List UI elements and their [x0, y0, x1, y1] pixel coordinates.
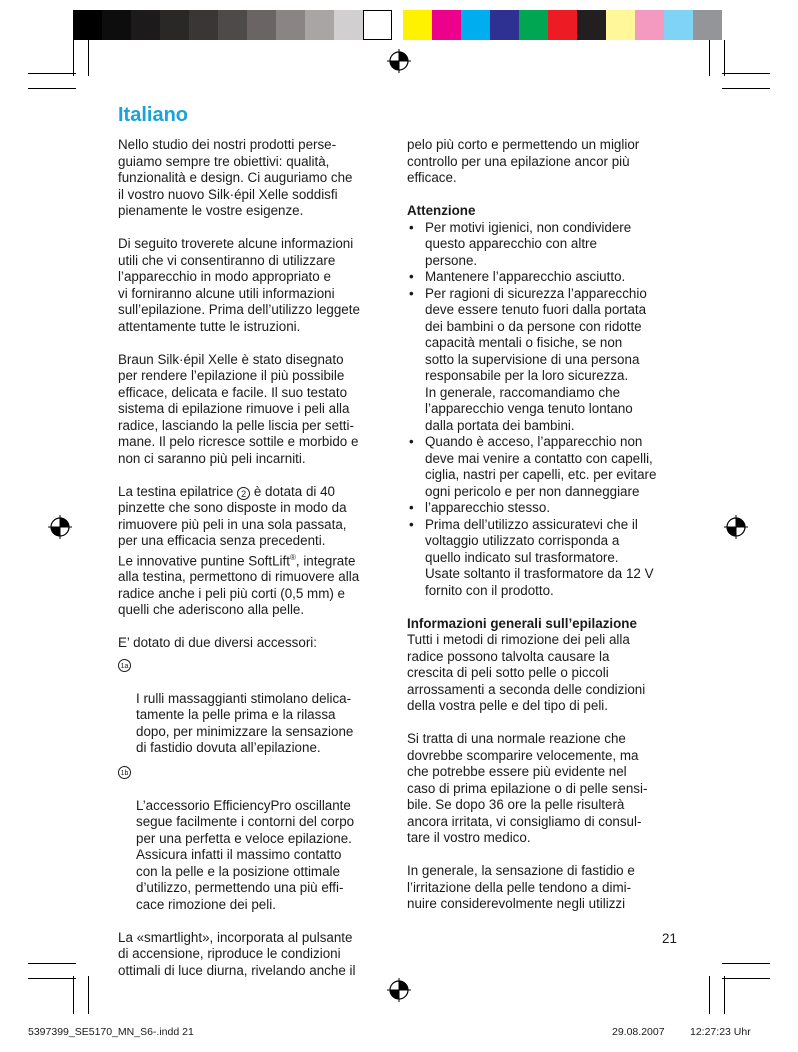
process-swatch — [635, 10, 664, 40]
gray-swatch — [247, 10, 276, 40]
intro-paragraph: Nello studio dei nostri prodotti perse- guiamo sempre tre obiettivi: qualità, funzionalità e design. Ci auguriamo che il vostro nuovo Silk·épil Xelle soddisfi pienamente le vostre esigenze. — [118, 137, 353, 218]
crop-mark — [28, 73, 76, 74]
gray-swatch — [189, 10, 218, 40]
gray-swatch — [305, 10, 334, 40]
design-paragraph: Braun Silk·épil Xelle è stato disegnato per rendere l’epilazione il più possibile efficace, delicata e facile. Il suo testato sistema di epilazione rimuove i peli alla radice, lasciando la pelle liscia per setti- mane. Il pelo ricresce sottile e morbido e non ci saranno più peli incarniti. — [118, 351, 359, 466]
general-end-paragraph: In generale, la sensazione di fastidio e l’irritazione della pelle tendono a dimi- nuire considerevolmente negli utilizzi — [407, 863, 635, 911]
list-item: • Quando è acceso, l’apparecchio non deve mai venire a contatto con capelli, ciglia, nastri per capelli, etc. per evitare ogni pericolo e per non danneggiare — [407, 434, 685, 500]
process-swatch — [490, 10, 519, 40]
info-paragraph: Di seguito troverete alcune informazioni utili che vi consentiranno di utilizzare l’apparecchio in modo appropriato e vi forniranno alcune utili informazioni sull’epilazione. Prima dell’utilizzo leggete attentamente tutte le istruzioni. — [118, 236, 360, 334]
crop-mark — [722, 963, 770, 964]
crop-mark — [724, 40, 725, 76]
head-text-1: La testina epilatrice — [118, 483, 238, 499]
crop-mark — [722, 73, 770, 74]
head-text-2: è dotata di 40 pinzette che sono disposte in modo da rimuovere più peli in una sola passata, per una efficacia senza precedenti. Le innovative puntine SoftLift — [118, 483, 347, 568]
crop-mark — [722, 978, 770, 979]
process-swatch — [403, 10, 432, 40]
attention-list — [407, 220, 685, 600]
process-swatch — [432, 10, 461, 40]
registration-mark-icon — [387, 978, 411, 1002]
process-swatch — [664, 10, 693, 40]
crop-mark — [722, 88, 770, 89]
list-item: • l’apparecchio stesso. — [407, 500, 685, 517]
gray-swatch — [73, 10, 102, 40]
part-number-badge: 1a — [118, 659, 131, 672]
registration-mark-icon — [48, 515, 72, 539]
gray-swatch — [102, 10, 131, 40]
gray-swatch — [334, 10, 363, 40]
process-swatch — [577, 10, 606, 40]
process-swatch — [519, 10, 548, 40]
footer-time: 12:27:23 Uhr — [690, 1026, 751, 1038]
crop-mark — [88, 976, 89, 1014]
general-info-heading: Informazioni generali sull’epilazione — [407, 615, 637, 631]
smartlight-paragraph: La «smartlight», incorporata al pulsante di accensione, riproduce le condizioni ottimali di luce diurna, rivelando anche il — [118, 929, 356, 978]
list-item: • Prima dell’utilizzo assicuratevi che il voltaggio utilizzato corrisponda a quello indicato sul trasformatore. Usate soltanto il trasformatore da 12 V fornito con il prodotto. — [407, 517, 685, 600]
right-column — [407, 137, 685, 929]
footer-filename: 5397399_SE5170_MN_S6-.indd 21 — [28, 1026, 194, 1038]
attention-heading: Attenzione — [407, 203, 476, 218]
accessory-item — [118, 765, 386, 914]
crop-mark — [709, 976, 710, 1014]
accessory-text: I rulli massaggianti stimolano delica- tamente la pelle prima e la rilassa dopo, per minimizzare la sensazione di fastidio dovuta all’epilazione. — [136, 690, 354, 756]
crop-mark — [709, 40, 710, 76]
list-item: • Per ragioni di sicurezza l’apparecchio deve essere tenuto fuori dalla portata dei bambini o da persone con ridotte capacità mentali o fisiche, se non sotto la supervisione di una persona responsabile per la loro sicurezza. In generale, raccomandiamo che l’apparecchio venga tenuto lontano dalla portata dei bambini. — [407, 286, 685, 435]
crop-mark — [28, 88, 76, 89]
gray-swatch — [363, 10, 392, 40]
process-swatch — [461, 10, 490, 40]
crop-mark — [88, 40, 89, 76]
left-column — [118, 137, 386, 996]
page-title: Italiano — [118, 104, 189, 126]
crop-mark — [28, 978, 76, 979]
part-number-badge: 1b — [118, 766, 131, 779]
process-swatch — [606, 10, 635, 40]
footer-date: 29.08.2007 — [612, 1026, 665, 1038]
continuation-paragraph: pelo più corto e permettendo un miglior controllo per una epilazione ancor più efficace. — [407, 137, 640, 185]
accessories-intro: E’ dotato di due diversi accessori: — [118, 635, 317, 651]
registered-mark: ® — [289, 552, 296, 562]
crop-mark — [28, 963, 76, 964]
gray-swatch — [131, 10, 160, 40]
registration-mark-icon — [724, 515, 748, 539]
crop-mark — [724, 976, 725, 1014]
part-number-badge: 2 — [237, 487, 250, 500]
gray-swatch — [276, 10, 305, 40]
list-item: • Per motivi igienici, non condividere questo apparecchio con altre persone. — [407, 220, 685, 270]
epilation-head-paragraph — [118, 484, 386, 619]
gray-swatch — [218, 10, 247, 40]
page-number: 21 — [662, 931, 677, 946]
process-swatch — [693, 10, 722, 40]
color-calibration-bar — [73, 10, 727, 40]
gray-swatch — [160, 10, 189, 40]
registration-mark-icon — [387, 49, 411, 73]
crop-mark — [73, 40, 74, 76]
head-text-3: , integrate alla testina, permettono di rimuovere alla radice anche i peli più corti (0,5 mm) e quelli che aderiscono alla pelle. — [118, 552, 360, 618]
general-info-paragraph: Tutti i metodi di rimozione dei peli alla radice possono talvolta causare la crescita di peli sotto pelle o piccoli arrossamenti a seconda delle condizioni della vostra pelle e del tipo di peli. — [407, 632, 646, 713]
crop-mark — [73, 976, 74, 1014]
process-swatch — [548, 10, 577, 40]
reaction-paragraph: Si tratta di una normale reazione che dovrebbe scomparire velocemente, ma che potrebbe essere più evidente nel caso di prima epilazione o di pelle sensi- bile. Se dopo 36 ore la pelle risulterà ancora irritata, vi consigliamo di consul- tare il vostro medico. — [407, 731, 648, 845]
accessory-item — [118, 658, 386, 757]
accessory-text: L’accessorio EfficiencyPro oscillante segue facilmente i contorni del corpo per una perfetta e veloce epilazione. Assicura infatti il massimo contatto con la pelle e la posizione ottimale d’utilizzo, permettendo una più effi- cace rimozione dei peli. — [136, 797, 355, 912]
list-item: • Mantenere l’apparecchio asciutto. — [407, 269, 685, 286]
